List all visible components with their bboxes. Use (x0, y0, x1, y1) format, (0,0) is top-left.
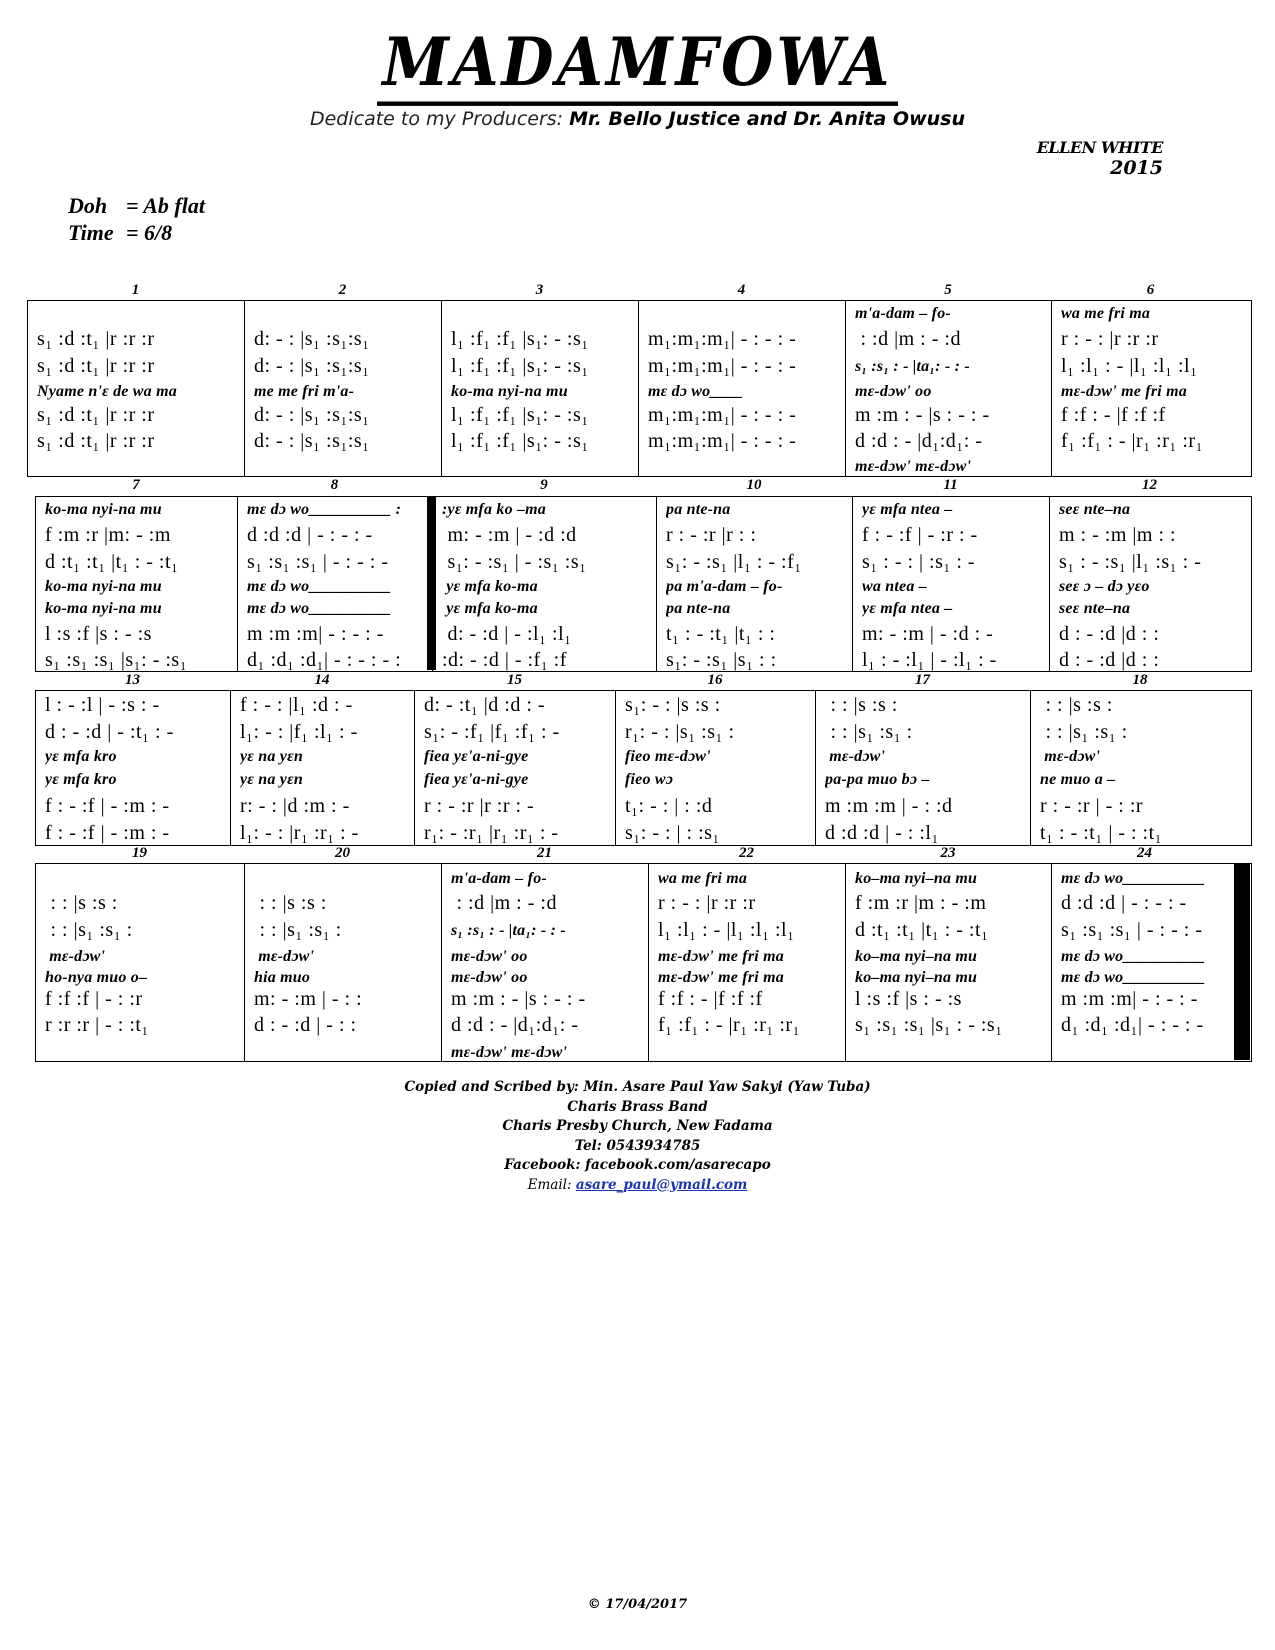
lyric-line: ko-ma nyi-na mu (451, 383, 568, 400)
solfa-line: d : - :d | - : : (254, 1014, 357, 1036)
repeat-barline (427, 496, 436, 670)
bar-number: 3 (535, 282, 544, 298)
solfa-line: m :m :m| - : - : - (247, 623, 384, 645)
lyric-line: mɛ-dɔw' oo (451, 969, 528, 986)
solfa-line: l₁ :f₁ :f₁ |s₁: - :s₁ (451, 355, 589, 377)
solfa-line: t₁ : - :t₁ |t₁ : : (666, 623, 776, 645)
solfa-line: m₁:m₁:m₁| - : - : - (648, 430, 797, 452)
solfa-line: l₁ :f₁ :f₁ |s₁: - :s₁ (451, 328, 589, 350)
solfa-line: s₁: - :f₁ |f₁ :f₁ : - (424, 721, 560, 743)
solfa-line: m: - :m | - :d : - (862, 623, 994, 645)
solfa-line: s₁ : - :s₁ |l₁ :s₁ : - (1059, 551, 1202, 573)
lyric-line: seɛ nte–na (1059, 600, 1131, 617)
facebook-line: Facebook: facebook.com/asarecapo (504, 1157, 771, 1173)
solfa-line: r : - :r |r : : (666, 524, 757, 546)
solfa-line: m: - :m | - :d :d (442, 524, 577, 546)
lyric-line: yɛ mfa ntea – (862, 501, 953, 518)
barline (414, 691, 415, 845)
solfa-line: : : |s :s : (1040, 694, 1113, 716)
lyric-line: mɛ-dɔw' me fri ma (658, 969, 784, 986)
barline (615, 691, 616, 845)
solfa-line: f : - :f | - :m : - (45, 795, 170, 817)
time-label: Time (68, 220, 114, 245)
lyric-line: fiea yɛ'a-ni-gye (424, 771, 529, 788)
barline (1049, 497, 1050, 671)
church-line: Charis Presby Church, New Fadama (502, 1118, 773, 1134)
bar-number: 19 (132, 845, 147, 861)
lyric-line: ko–ma nyi–na mu (855, 948, 978, 965)
solfa-line: l :s :f |s : - :s (855, 988, 962, 1010)
lyric-line: yɛ mfa ko-ma (442, 600, 538, 617)
copyright: © 17/04/2017 (587, 1597, 688, 1612)
lyric-line: me me fri m'a- (254, 383, 355, 400)
solfa-line: d: - :d | - :l₁ :l₁ (442, 623, 572, 645)
solfa-line: r₁: - : |s₁ :s₁ : (625, 721, 735, 743)
solfa-line: s₁: - :s₁ |l₁ : - :f₁ (666, 551, 802, 573)
solfa-line: l₁: - : |f₁ :l₁ : - (240, 721, 358, 743)
composer-year: 2015 (1110, 157, 1163, 179)
solfa-line: d₁ :d₁ :d₁| - : - : - (1061, 1014, 1204, 1036)
lyric-line: m'a-dam – fo- (451, 870, 547, 887)
lyric-line: ho-nya muo o– (45, 969, 148, 986)
lyric-line: yɛ mfa kro (45, 771, 117, 788)
solfa-line: t₁: - : | : :d (625, 795, 713, 817)
solfa-line: s₁ :s₁ :s₁ |s₁ : - :s₁ (855, 1014, 1003, 1036)
barline (638, 301, 639, 476)
bar-number: 23 (940, 845, 956, 861)
solfa-line: s₁ :d :t₁ |r :r :r (37, 404, 155, 426)
lyric-line: mɛ-dɔw' (1040, 748, 1101, 765)
solfa-line: f₁ :f₁ : - |r₁ :r₁ :r₁ (1061, 430, 1204, 452)
lyric-line: fieo wɔ (625, 771, 674, 788)
composer-block (1037, 138, 1163, 179)
lyric-line: mɛ dɔ wo__________ (247, 578, 392, 595)
lyric-line: Nyame n'ɛ de wa ma (37, 383, 177, 400)
barline (237, 497, 238, 671)
lyric-line: wa me fri ma (1061, 305, 1151, 322)
bar-number: 11 (943, 477, 958, 493)
lyric-line: fieo mɛ-dɔw' (625, 748, 711, 765)
solfa-line: d :d : - |d₁:d₁: - (855, 430, 983, 452)
lyric-line: ne muo a – (1040, 771, 1116, 788)
bar-number: 12 (1142, 477, 1157, 493)
solfa-line: f : - : |l₁ :d : - (240, 694, 353, 716)
solfa-line: r: - : |d :m : - (240, 795, 350, 817)
barline (815, 691, 816, 845)
bar-number: 5 (944, 282, 952, 298)
solfa-line: : : |s :s : (825, 694, 898, 716)
barline (244, 301, 245, 476)
solfa-line: d :d :d | - : - : - (247, 524, 373, 546)
solfa-line: l₁ :l₁ : - |l₁ :l₁ :l₁ (1061, 355, 1198, 377)
solfa-line: : :d |m : - :d (855, 328, 961, 350)
lyric-line: m'a-dam – fo- (855, 305, 951, 322)
band-line: Charis Brass Band (567, 1098, 708, 1115)
solfa-line: m :m :m | - : :d (825, 795, 953, 817)
solfa-line: l :s :f |s : - :s (45, 623, 152, 645)
solfa-line: s₁: - :s₁ | - :s₁ :s₁ (442, 551, 587, 573)
lyric-line: :yɛ mfa ko –ma (442, 501, 547, 518)
bar-number: 1 (131, 282, 140, 298)
solfa-line: l₁: - : |r₁ :r₁ : - (240, 822, 359, 844)
lyric-line: s₁ :s₁ : - |ta₁: - : - (451, 922, 566, 939)
solfa-line: r : - :r |r :r : - (424, 795, 535, 817)
bar-number: 10 (746, 477, 762, 493)
lyric-line: mɛ dɔ wo__________ (247, 600, 392, 617)
lyric-line: pa nte-na (666, 501, 731, 518)
solfa-line: r :r :r | - : :t₁ (45, 1014, 149, 1036)
lyric-line: mɛ-dɔw' oo (855, 383, 932, 400)
barline (852, 497, 853, 671)
lyric-line: mɛ dɔ wo____ (648, 383, 744, 400)
lyric-line: seɛ nte–na (1059, 501, 1131, 518)
tel-line: Tel: 0543934785 (574, 1137, 701, 1154)
solfa-line: m₁:m₁:m₁| - : - : - (648, 404, 797, 426)
solfa-line: t₁ : - :t₁ | - : :t₁ (1040, 822, 1163, 844)
lyric-line: seɛ ɔ – dɔ yɛo (1059, 578, 1150, 595)
solfa-line: s₁ :d :t₁ |r :r :r (37, 328, 155, 350)
solfa-line: f :f : - |f :f :f (1061, 404, 1166, 426)
key-info (68, 192, 205, 246)
solfa-line: r : - : |r :r :r (658, 892, 756, 914)
solfa-line: s₁ :s₁ :s₁ | - : - : - (247, 551, 389, 573)
lyric-line: wa ntea – (862, 578, 927, 595)
solfa-line: d: - : |s₁ :s₁:s₁ (254, 328, 370, 350)
barline (1051, 864, 1052, 1061)
solfa-line: d: - : |s₁ :s₁:s₁ (254, 404, 370, 426)
bar-number: 2 (338, 282, 347, 298)
lyric-line: mɛ-dɔw' me fri ma (1061, 383, 1187, 400)
solfa-line: : : |s₁ :s₁ : (254, 919, 342, 941)
lyric-line: pa-pa muo bɔ – (825, 771, 930, 788)
bar-number: 7 (132, 477, 140, 493)
bar-number: 16 (707, 672, 723, 688)
bar-number: 18 (1132, 672, 1148, 688)
lyric-line: mɛ-dɔw' me fri ma (658, 948, 784, 965)
bar-number: 9 (540, 477, 548, 493)
solfa-line: s₁ :d :t₁ |r :r :r (37, 430, 155, 452)
bar-number: 15 (507, 672, 522, 688)
lyric-line: ko–ma nyi–na mu (855, 870, 978, 887)
lyric-line: s₁ :s₁ : - |ta₁: - : - (855, 358, 970, 375)
solfa-line: f :f :f | - : :r (45, 988, 143, 1010)
bar-number: 13 (125, 672, 140, 688)
lyric-line: mɛ dɔ wo__________ (1061, 969, 1206, 986)
barline (230, 691, 231, 845)
lyric-line: mɛ-dɔw' (254, 948, 315, 965)
solfa-line: s₁: - :s₁ |s₁ : : (666, 649, 777, 671)
solfa-line: d : - :d | - :t₁ : - (45, 721, 174, 743)
lyric-line: mɛ-dɔw' (45, 948, 106, 965)
barline (656, 497, 657, 671)
lyric-line: yɛ na yɛn (240, 771, 303, 788)
lyric-line: mɛ-dɔw' mɛ-dɔw' (855, 458, 972, 475)
solfa-line: s₁ :s₁ :s₁ |s₁: - :s₁ (45, 649, 188, 671)
lyric-line: ko-ma nyi-na mu (45, 600, 162, 617)
solfa-line: m :m : - |s : - : - (855, 404, 990, 426)
solfa-line: f :f : - |f :f :f (658, 988, 763, 1010)
lyric-line: fiea yɛ'a-ni-gye (424, 748, 529, 765)
email-link[interactable]: asare_paul@ymail.com (575, 1176, 748, 1193)
lyric-line: mɛ dɔ wo__________ (1061, 870, 1206, 887)
solfa-line: d: - : |s₁ :s₁:s₁ (254, 355, 370, 377)
solfa-line: : :d |m : - :d (451, 892, 557, 914)
solfa-line: l : - :l | - :s : - (45, 694, 160, 716)
solfa-line: d: - :t₁ |d :d : - (424, 694, 546, 716)
lyric-line: mɛ-dɔw' oo (451, 948, 528, 965)
solfa-line: d :t₁ :t₁ |t₁ : - :t₁ (45, 551, 179, 573)
bar-number: 4 (737, 282, 746, 298)
solfa-line: : : |s :s : (45, 892, 118, 914)
lyric-line: ko-ma nyi-na mu (45, 578, 162, 595)
dedication: Dedicate to my Producers: Mr. Bello Justice and Dr. Anita Owusu (309, 108, 965, 130)
composer-name: ELLEN WHITE (1036, 138, 1163, 157)
barline (441, 864, 442, 1061)
solfa-line: m₁:m₁:m₁| - : - : - (648, 355, 797, 377)
bar-number: 21 (537, 845, 552, 861)
barline (441, 301, 442, 476)
solfa-line: d :t₁ :t₁ |t₁ : - :t₁ (855, 919, 989, 941)
solfa-line: : : |s₁ :s₁ : (45, 919, 133, 941)
solfa-line: d :d :d | - : - : - (1061, 892, 1187, 914)
solfa-line: m :m : - |s : - : - (451, 988, 586, 1010)
lyric-line: yɛ mfa ntea – (862, 600, 953, 617)
solfa-line: d :d :d | - : :l₁ (825, 822, 939, 844)
bar-number: 14 (314, 672, 330, 688)
solfa-line: l₁ :f₁ :f₁ |s₁: - :s₁ (451, 430, 589, 452)
solfa-line: : : |s :s : (254, 892, 327, 914)
bar-number: 8 (330, 477, 339, 493)
solfa-line: f :m :r |m: - :m (45, 524, 171, 546)
solfa-line: m :m :m| - : - : - (1061, 988, 1198, 1010)
lyric-line: ko–ma nyi–na mu (855, 969, 978, 986)
solfa-line: r : - :r | - : :r (1040, 795, 1144, 817)
bar-number: 17 (915, 672, 930, 688)
time-value: = 6/8 (126, 220, 173, 245)
scribe-line: Copied and Scribed by: Min. Asare Paul Yaw Sakyi (Yaw Tuba) (404, 1079, 871, 1095)
solfa-line: s₁: - : | : :s₁ (625, 822, 720, 844)
lyric-line: pa m'a-dam – fo- (666, 578, 783, 595)
solfa-line: m : - :m |m : : (1059, 524, 1177, 546)
lyric-line: yɛ mfa ko-ma (442, 578, 538, 595)
solfa-line: s₁ : - : | :s₁ : - (862, 551, 976, 573)
solfa-line: s₁ :d :t₁ |r :r :r (37, 355, 155, 377)
solfa-line: r₁: - :r₁ |r₁ :r₁ : - (424, 822, 559, 844)
bar-number: 24 (1137, 845, 1152, 861)
lyric-line: mɛ dɔ wo__________ (1061, 948, 1206, 965)
solfa-line: f : - :f | - :r : - (862, 524, 978, 546)
lyric-line: yɛ mfa kro (45, 748, 117, 765)
final-barline (1234, 863, 1250, 1060)
solfa-line: : : |s₁ :s₁ : (1040, 721, 1128, 743)
solfa-line: f₁ :f₁ : - |r₁ :r₁ :r₁ (658, 1014, 801, 1036)
lyric-line: hia muo (254, 969, 311, 986)
lyric-line: mɛ dɔ wo__________ : (247, 501, 402, 518)
solfa-line: r : - : |r :r :r (1061, 328, 1159, 350)
solfa-line: m: - :m | - : : (254, 988, 363, 1010)
song-title: MADAMFOWA (0, 25, 1275, 102)
doh-label: Doh (68, 193, 108, 218)
solfa-line: f :m :r |m : - :m (855, 892, 987, 914)
bar-number: 20 (335, 845, 350, 861)
barline (845, 864, 846, 1061)
lyric-line: yɛ na yɛn (240, 748, 303, 765)
solfa-line: m₁:m₁:m₁| - : - : - (648, 328, 797, 350)
barline (244, 864, 245, 1061)
solfa-line: l₁ :l₁ : - |l₁ :l₁ :l₁ (658, 919, 795, 941)
solfa-line: d :d : - |d₁:d₁: - (451, 1014, 579, 1036)
solfa-line: s₁: - : |s :s : (625, 694, 721, 716)
solfa-line: s₁ :s₁ :s₁ | - : - : - (1061, 919, 1203, 941)
doh-value: = Ab flat (126, 193, 205, 218)
barline (845, 301, 846, 476)
barline (1051, 301, 1052, 476)
solfa-line: : : |s₁ :s₁ : (825, 721, 913, 743)
solfa-line: l₁ :f₁ :f₁ |s₁: - :s₁ (451, 404, 589, 426)
barline (1030, 691, 1031, 845)
barline (648, 864, 649, 1061)
solfa-line: d₁ :d₁ :d₁| - : - : - : (247, 649, 402, 671)
solfa-line: d: - : |s₁ :s₁:s₁ (254, 430, 370, 452)
lyric-line: ko-ma nyi-na mu (45, 501, 162, 518)
bar-number: 22 (739, 845, 754, 861)
solfa-line: l₁ : - :l₁ | - :l₁ : - (862, 649, 997, 671)
solfa-line: d : - :d |d : : (1059, 649, 1160, 671)
lyric-line: pa nte-na (666, 600, 731, 617)
solfa-line: f : - :f | - :m : - (45, 822, 170, 844)
lyric-line: mɛ-dɔw' mɛ-dɔw' (451, 1044, 568, 1061)
email-label: Email: (527, 1176, 576, 1193)
solfa-line: d : - :d |d : : (1059, 623, 1160, 645)
solfa-line: :d: - :d | - :f₁ :f (442, 649, 567, 671)
lyric-line: mɛ-dɔw' (825, 748, 886, 765)
lyric-line: wa me fri ma (658, 870, 748, 887)
credits (0, 1078, 1275, 1195)
bar-number: 6 (1146, 282, 1155, 298)
